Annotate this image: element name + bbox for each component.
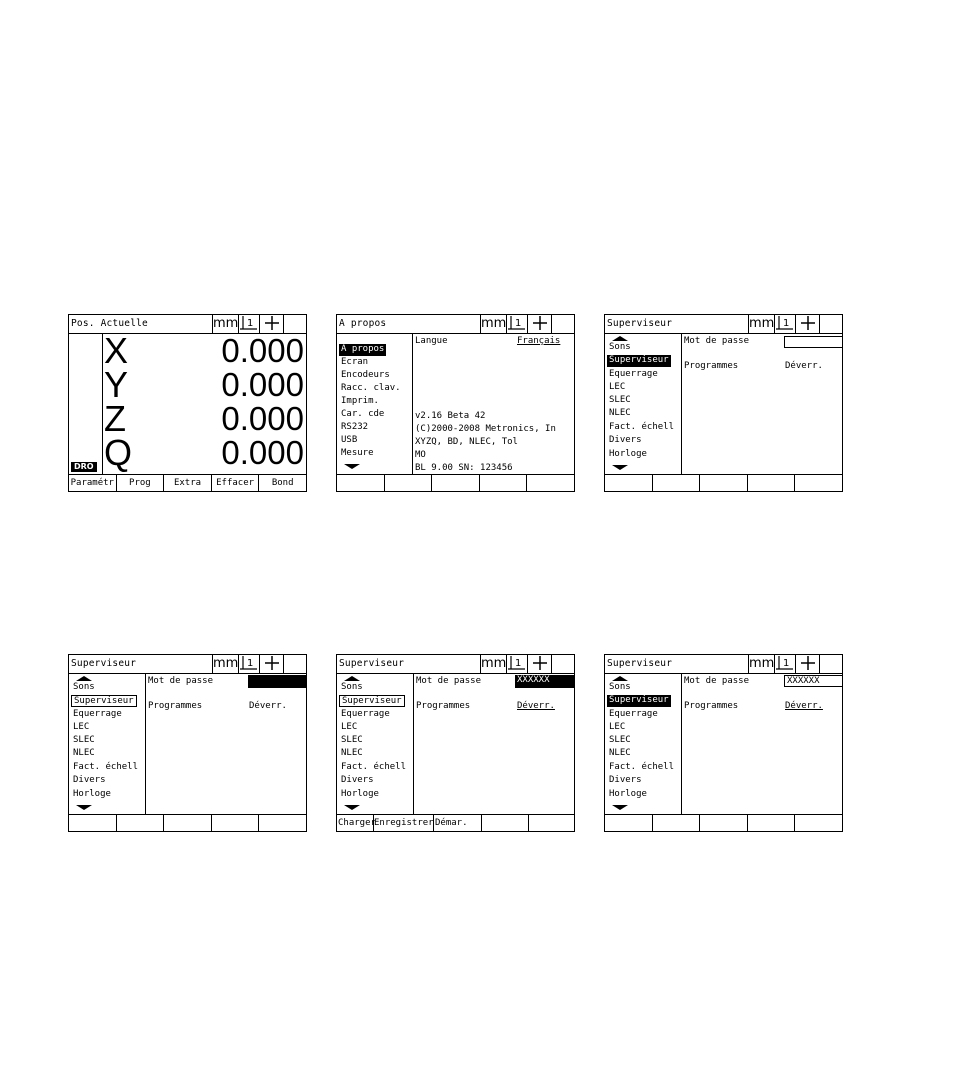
menu-item-sons[interactable]: Sons [609, 342, 631, 352]
softkey-extra[interactable]: Extra [163, 475, 211, 491]
menu-item-lec[interactable]: LEC [341, 722, 358, 732]
axis-x-value: 0.000 [221, 332, 304, 369]
scroll-down-icon[interactable] [344, 464, 360, 469]
scroll-down-icon[interactable] [612, 805, 628, 810]
setup-menu [605, 334, 682, 474]
datum-1-icon[interactable] [774, 314, 795, 333]
softkey-5[interactable] [794, 475, 842, 491]
menu-item-fact-echell[interactable]: Fact. échell [609, 762, 675, 772]
softkey-prog[interactable]: Prog [116, 475, 164, 491]
softkey-5[interactable] [528, 815, 575, 831]
svg-text:1: 1 [247, 658, 254, 669]
menu-item-slec[interactable]: SLEC [73, 735, 95, 745]
password-field[interactable] [248, 675, 307, 688]
axis-q-label: Q [104, 432, 133, 473]
setup-menu [605, 674, 682, 814]
softkey-bar [337, 474, 574, 491]
softkey-4[interactable] [479, 475, 527, 491]
menu-item-lec[interactable]: LEC [609, 382, 626, 392]
menu-item-fact-echell[interactable]: Fact. échell [341, 762, 407, 772]
menu-item-superviseur[interactable]: Superviseur [339, 695, 405, 707]
screen-supervisor-4 [604, 654, 843, 832]
menu-item-car-cde[interactable]: Car. cde [341, 409, 385, 419]
svg-text:1: 1 [783, 318, 790, 329]
menu-item-usb[interactable]: USB [341, 435, 358, 445]
info-serial: BL 9.00 SN: 123456 [415, 463, 513, 473]
scroll-up-icon[interactable] [612, 336, 628, 341]
menu-item-superviseur[interactable]: Superviseur [609, 355, 669, 365]
title-bar [69, 655, 306, 674]
password-field[interactable] [784, 336, 843, 348]
info-version: v2.16 Beta 42 [415, 411, 486, 421]
menu-item-fact-echell[interactable]: Fact. échell [609, 422, 675, 432]
axis-y-value: 0.000 [221, 366, 304, 403]
menu-item-divers[interactable]: Divers [341, 775, 374, 785]
screen-current-position [68, 314, 307, 492]
menu-item-divers[interactable]: Divers [73, 775, 106, 785]
softkey-2[interactable] [116, 815, 164, 831]
softkey-parametres[interactable]: Paramétr [70, 478, 114, 488]
screen-about [336, 314, 575, 492]
softkey-3[interactable] [699, 815, 747, 831]
axis-z-label: Z [104, 398, 126, 439]
datum-1-icon[interactable] [506, 654, 527, 673]
softkey-1[interactable] [605, 815, 652, 831]
unit-toggle[interactable]: mm [749, 656, 775, 671]
softkey-1[interactable] [337, 475, 384, 491]
menu-item-rs232[interactable]: RS232 [341, 422, 369, 432]
programs-label: Programmes [684, 701, 739, 711]
menu-item-a-propos[interactable]: A propos [341, 344, 385, 354]
password-label: Mot de passe [684, 676, 750, 686]
screen-title: A propos [339, 318, 387, 329]
axis-q-value: 0.000 [221, 434, 304, 471]
menu-item-slec[interactable]: SLEC [341, 735, 363, 745]
password-field[interactable]: XXXXXX [784, 675, 843, 687]
password-label: Mot de passe [416, 676, 482, 686]
programs-label: Programmes [416, 701, 471, 711]
softkey-5[interactable] [258, 815, 306, 831]
dro-badge: DRO [71, 462, 97, 472]
softkey-charger[interactable]: Charger [338, 818, 376, 828]
menu-item-nlec[interactable]: NLEC [609, 748, 631, 758]
softkey-demarrer[interactable]: Démar. [433, 815, 481, 831]
menu-item-lec[interactable]: LEC [73, 722, 90, 732]
menu-item-imprim[interactable]: Imprim. [341, 396, 379, 406]
softkey-bar [337, 814, 574, 831]
svg-text:1: 1 [247, 318, 254, 329]
menu-item-encodeurs[interactable]: Encodeurs [341, 370, 390, 380]
svg-text:1: 1 [783, 658, 790, 669]
menu-item-horloge[interactable]: Horloge [73, 789, 111, 799]
softkey-effacer[interactable]: Effacer [211, 475, 259, 491]
crosshair-icon[interactable] [259, 314, 283, 333]
setup-menu [337, 674, 414, 814]
menu-item-horloge[interactable]: Horloge [609, 449, 647, 459]
title-bar [605, 655, 842, 674]
menu-item-horloge[interactable]: Horloge [341, 789, 379, 799]
crosshair-icon[interactable] [795, 314, 819, 333]
info-copyright: (C)2000-2008 Metronics, In [415, 424, 556, 434]
status-blank [819, 654, 841, 673]
scroll-up-icon[interactable] [344, 676, 360, 681]
programs-value[interactable]: Déverr. [785, 361, 823, 371]
unit-toggle[interactable]: mm [749, 316, 775, 331]
scroll-up-icon[interactable] [76, 676, 92, 681]
crosshair-icon[interactable] [259, 654, 283, 673]
title-bar [337, 655, 574, 674]
menu-item-equerrage[interactable]: Equerrage [73, 709, 122, 719]
screen-title: Superviseur [71, 658, 137, 669]
datum-1-icon[interactable] [238, 654, 259, 673]
softkey-1[interactable] [69, 815, 116, 831]
status-blank [819, 314, 841, 333]
setup-menu [69, 674, 146, 814]
menu-item-racc-clav[interactable]: Racc. clav. [341, 383, 401, 393]
unit-toggle[interactable]: mm [481, 316, 507, 331]
menu-item-equerrage[interactable]: Equerrage [609, 709, 658, 719]
crosshair-icon[interactable] [527, 314, 551, 333]
softkey-bond[interactable]: Bond [258, 475, 306, 491]
unit-toggle[interactable]: mm [481, 656, 507, 671]
screen-title: Superviseur [607, 318, 673, 329]
setup-menu [337, 334, 413, 474]
softkey-bar [69, 814, 306, 831]
datum-1-icon[interactable] [238, 314, 259, 333]
menu-item-superviseur[interactable]: Superviseur [71, 695, 137, 707]
status-blank [551, 314, 573, 333]
programs-value[interactable]: Déverr. [249, 701, 287, 711]
svg-text:1: 1 [515, 318, 522, 329]
menu-item-superviseur[interactable]: Superviseur [609, 695, 669, 705]
screen-supervisor-2 [68, 654, 307, 832]
password-label: Mot de passe [684, 336, 750, 346]
programs-label: Programmes [148, 701, 203, 711]
menu-item-equerrage[interactable]: Equerrage [341, 709, 390, 719]
programs-value[interactable]: Déverr. [785, 701, 823, 711]
softkey-4[interactable] [747, 475, 795, 491]
password-label: Mot de passe [148, 676, 214, 686]
menu-item-fact-echell[interactable]: Fact. échell [73, 762, 139, 772]
password-field[interactable]: XXXXXX [515, 675, 575, 688]
screen-supervisor-3 [336, 654, 575, 832]
datum-1-icon[interactable] [506, 314, 527, 333]
screen-supervisor-1 [604, 314, 843, 492]
softkey-bar [605, 814, 842, 831]
menu-item-nlec[interactable]: NLEC [341, 748, 363, 758]
softkey-3[interactable] [699, 475, 747, 491]
softkey-2[interactable] [652, 475, 700, 491]
info-options: XYZQ, BD, NLEC, Tol [415, 437, 518, 447]
menu-item-ecran[interactable]: Ecran [341, 357, 369, 367]
softkey-bar [605, 474, 842, 491]
programs-label: Programmes [684, 361, 739, 371]
menu-item-sons[interactable]: Sons [609, 682, 631, 692]
softkey-2[interactable] [652, 815, 700, 831]
crosshair-icon[interactable] [527, 654, 551, 673]
scroll-down-icon[interactable] [344, 805, 360, 810]
menu-item-slec[interactable]: SLEC [609, 735, 631, 745]
info-mo: MO [415, 450, 426, 460]
screen-title: Superviseur [339, 658, 405, 669]
menu-item-nlec[interactable]: NLEC [73, 748, 95, 758]
axis-divider [102, 334, 103, 474]
softkey-4[interactable] [747, 815, 795, 831]
menu-item-mesure[interactable]: Mesure [341, 448, 374, 458]
menu-item-horloge[interactable]: Horloge [609, 789, 647, 799]
softkey-4[interactable] [481, 815, 528, 831]
svg-text:1: 1 [515, 658, 522, 669]
menu-item-divers[interactable]: Divers [609, 435, 642, 445]
menu-item-slec[interactable]: SLEC [609, 395, 631, 405]
softkey-5[interactable] [794, 815, 842, 831]
status-blank [283, 314, 305, 333]
datum-1-icon[interactable] [774, 654, 795, 673]
screen-title: Superviseur [607, 658, 673, 669]
axis-z-value: 0.000 [221, 400, 304, 437]
menu-item-divers[interactable]: Divers [609, 775, 642, 785]
langue-label: Langue [415, 336, 448, 346]
crosshair-icon[interactable] [795, 654, 819, 673]
unit-toggle[interactable]: mm [213, 316, 239, 331]
title-bar [605, 315, 842, 334]
menu-item-sons[interactable]: Sons [341, 682, 363, 692]
axis-y-label: Y [104, 364, 129, 405]
title-bar [337, 315, 574, 334]
menu-item-nlec[interactable]: NLEC [609, 408, 631, 418]
status-blank [551, 654, 573, 673]
softkey-2[interactable] [384, 475, 432, 491]
softkey-3[interactable] [431, 475, 479, 491]
menu-item-equerrage[interactable]: Equerrage [609, 369, 658, 379]
softkey-1[interactable] [605, 475, 652, 491]
scroll-up-icon[interactable] [612, 676, 628, 681]
softkey-enregistrer[interactable]: Enregistrer [373, 815, 433, 831]
programs-value[interactable]: Déverr. [517, 701, 555, 711]
axis-x-label: X [104, 330, 129, 371]
softkey-3[interactable] [163, 815, 211, 831]
scroll-down-icon[interactable] [612, 465, 628, 470]
status-blank [283, 654, 305, 673]
softkey-4[interactable] [211, 815, 259, 831]
menu-item-lec[interactable]: LEC [609, 722, 626, 732]
unit-toggle[interactable]: mm [213, 656, 239, 671]
softkey-bar [69, 474, 306, 491]
softkey-5[interactable] [526, 475, 574, 491]
langue-value[interactable]: Français [517, 336, 561, 346]
scroll-down-icon[interactable] [76, 805, 92, 810]
screen-title: Pos. Actuelle [71, 318, 148, 329]
menu-item-sons[interactable]: Sons [73, 682, 95, 692]
